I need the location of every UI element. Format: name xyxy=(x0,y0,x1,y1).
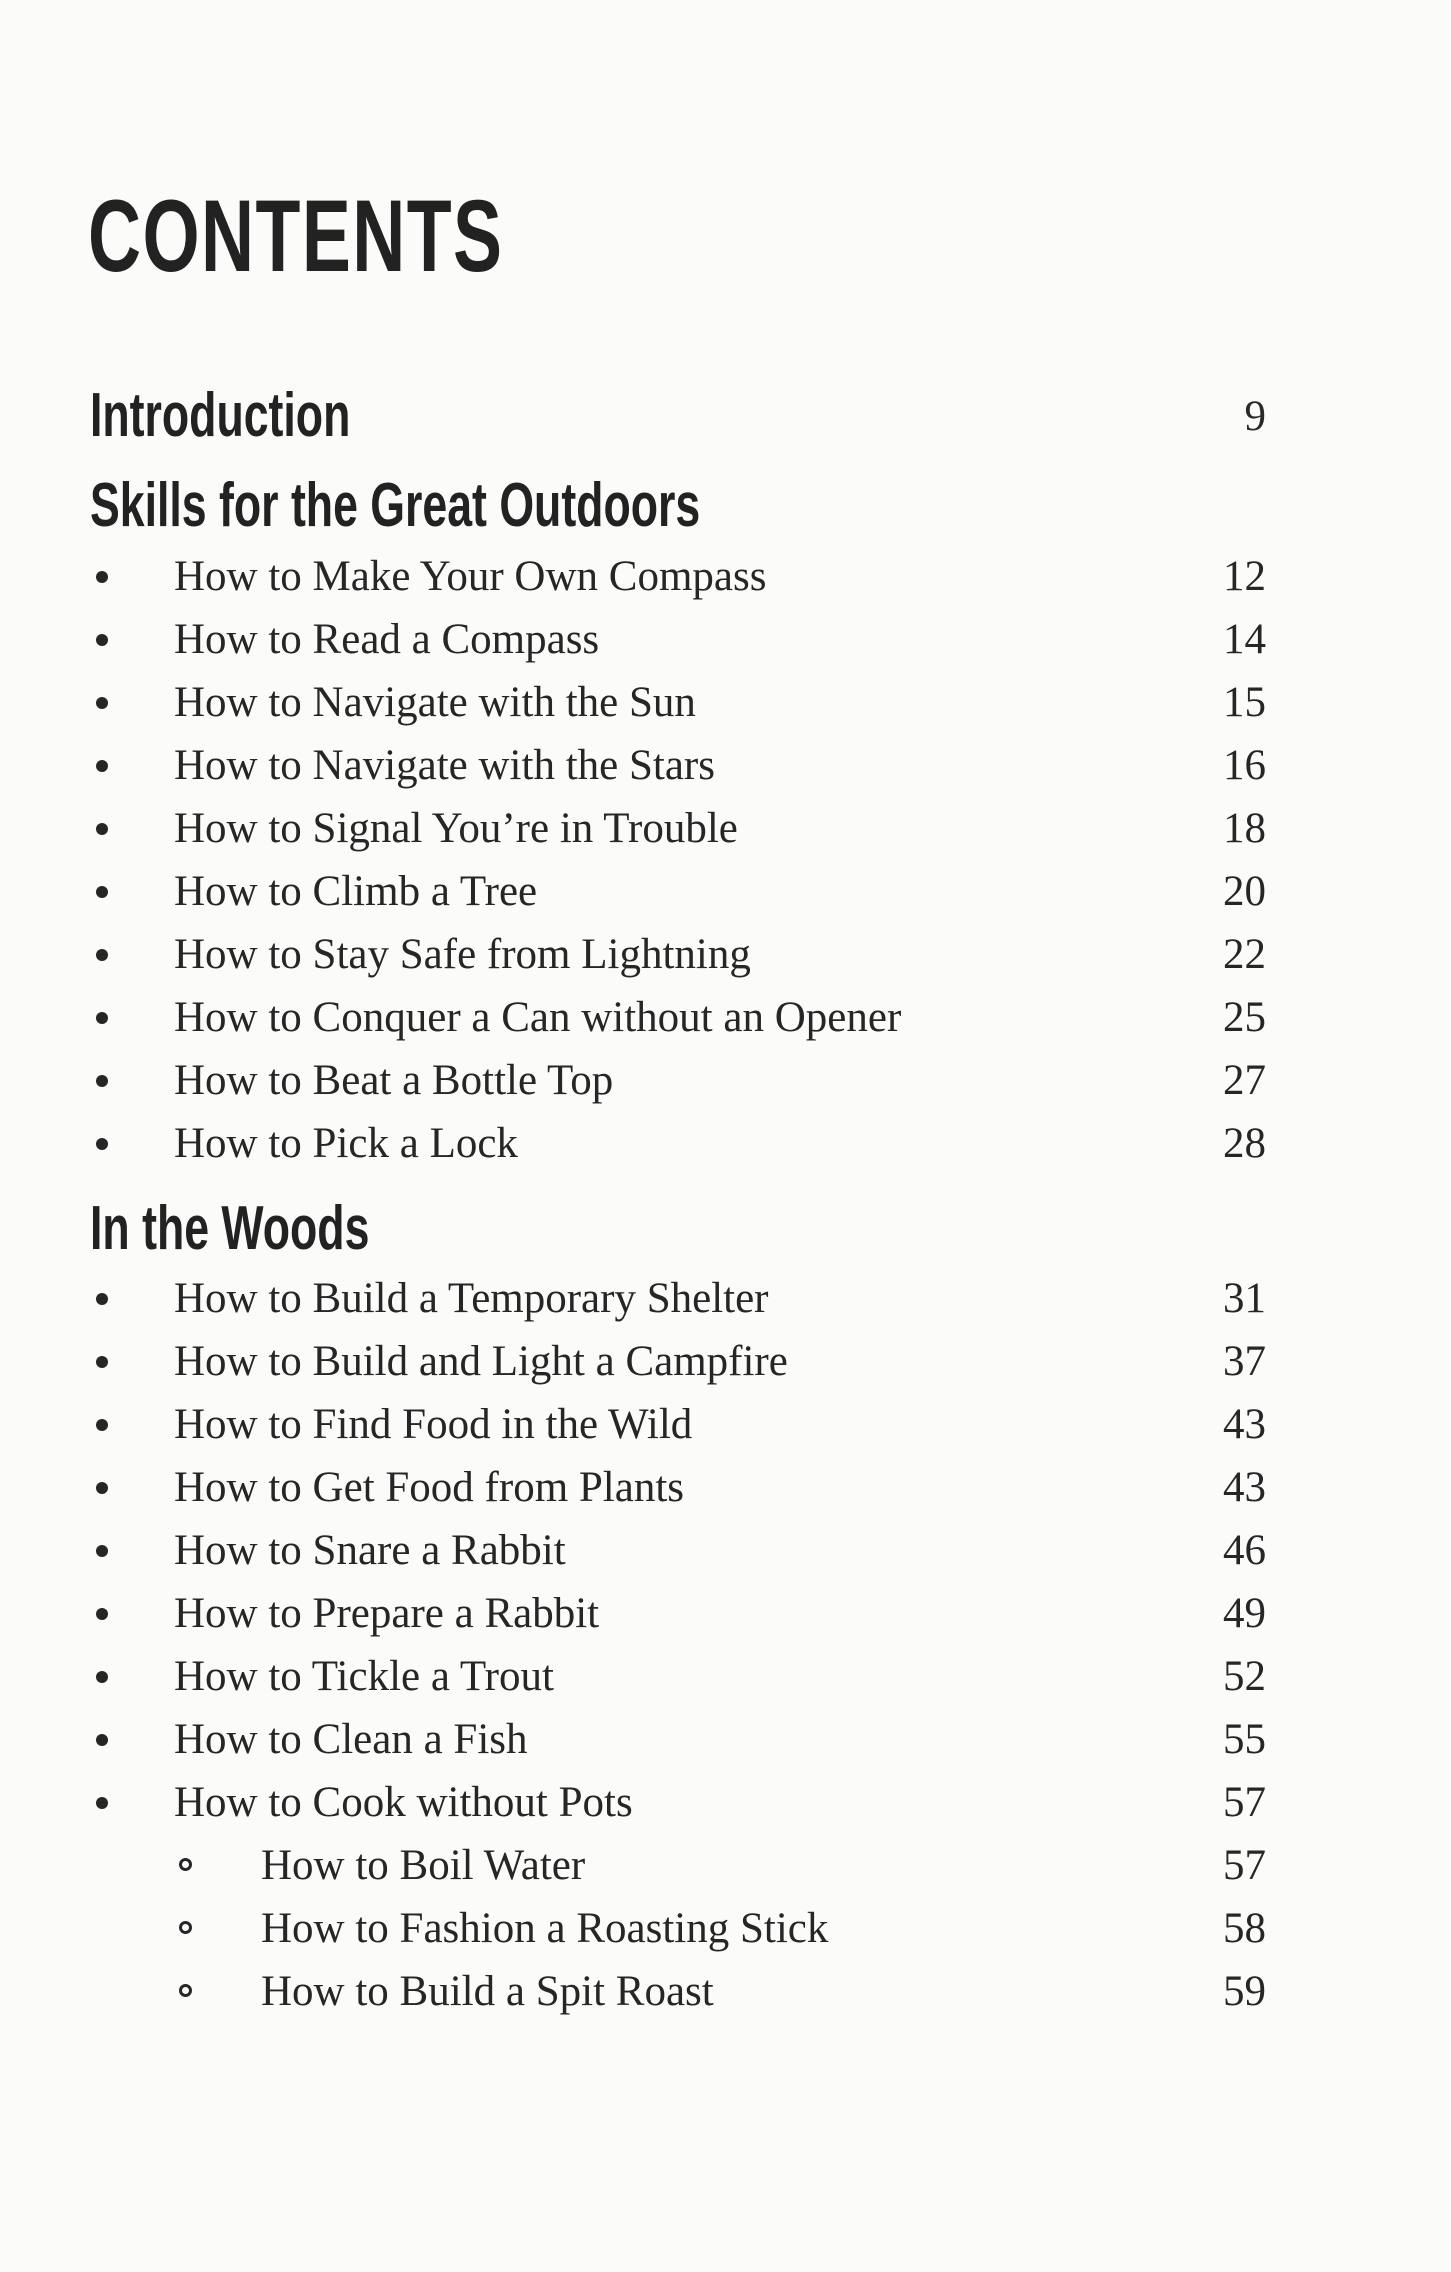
bullet-icon xyxy=(96,823,108,835)
bullet-icon xyxy=(96,949,108,961)
bullet-icon xyxy=(96,1545,108,1557)
bullet-icon xyxy=(96,634,108,646)
section-page-number-introduction: 9 xyxy=(1244,393,1266,440)
toc-entry-page-number: 59 xyxy=(1223,1968,1266,2015)
toc-entry-title: How to Fashion a Roasting Stick xyxy=(261,1905,829,1952)
bullet-icon xyxy=(96,1734,108,1746)
toc-entry-page-number: 37 xyxy=(1223,1338,1266,1385)
bullet-icon xyxy=(96,1671,108,1683)
toc-entry xyxy=(0,1056,1451,1119)
toc-entry xyxy=(0,1652,1451,1715)
toc-entry-page-number: 16 xyxy=(1223,742,1266,789)
bullet-icon xyxy=(96,886,108,898)
toc-entry xyxy=(0,1463,1451,1526)
toc-entry-page-number: 57 xyxy=(1223,1842,1266,1889)
toc-entry-page-number: 18 xyxy=(1223,805,1266,852)
toc-entry-title: How to Navigate with the Stars xyxy=(174,742,715,789)
toc-entry-title: How to Stay Safe from Lightning xyxy=(174,931,751,978)
toc-sub-entry xyxy=(0,1967,1451,2030)
toc-entry-page-number: 55 xyxy=(1223,1716,1266,1763)
toc-entry-title: How to Snare a Rabbit xyxy=(174,1527,566,1574)
toc-entry xyxy=(0,1119,1451,1182)
toc-list-woods xyxy=(0,1274,1451,2030)
toc-entry-title: How to Climb a Tree xyxy=(174,868,538,915)
toc-list-skills xyxy=(0,552,1451,1182)
toc-sub-entry xyxy=(0,1904,1451,1967)
section-heading-skills: Skills for the Great Outdoors xyxy=(90,471,701,540)
toc-entry-page-number: 31 xyxy=(1223,1275,1266,1322)
bullet-icon xyxy=(96,1608,108,1620)
toc-entry-page-number: 15 xyxy=(1223,679,1266,726)
page-title: CONTENTS xyxy=(88,179,504,293)
toc-entry xyxy=(0,1589,1451,1652)
bullet-icon xyxy=(96,1797,108,1809)
hollow-bullet-icon xyxy=(179,1921,192,1934)
toc-entry-title: How to Cook without Pots xyxy=(174,1779,633,1826)
bullet-icon xyxy=(96,1419,108,1431)
bullet-icon xyxy=(96,571,108,583)
toc-entry-title: How to Tickle a Trout xyxy=(174,1653,554,1700)
toc-entry-page-number: 12 xyxy=(1223,553,1266,600)
toc-entry-page-number: 49 xyxy=(1223,1590,1266,1637)
toc-entry-title: How to Find Food in the Wild xyxy=(174,1401,693,1448)
toc-entry-page-number: 14 xyxy=(1223,616,1266,663)
bullet-icon xyxy=(96,1138,108,1150)
toc-entry xyxy=(0,993,1451,1056)
toc-entry-page-number: 43 xyxy=(1223,1401,1266,1448)
toc-entry-title: How to Prepare a Rabbit xyxy=(174,1590,600,1637)
toc-entry xyxy=(0,930,1451,993)
toc-entry-page-number: 27 xyxy=(1223,1057,1266,1104)
toc-entry-page-number: 58 xyxy=(1223,1905,1266,1952)
toc-entry xyxy=(0,615,1451,678)
toc-entry-title: How to Conquer a Can without an Opener xyxy=(174,994,902,1041)
toc-entry-title: How to Build a Temporary Shelter xyxy=(174,1275,769,1322)
toc-entry-title: How to Get Food from Plants xyxy=(174,1464,685,1511)
bullet-icon xyxy=(96,697,108,709)
toc-entry xyxy=(0,1715,1451,1778)
toc-entry-page-number: 20 xyxy=(1223,868,1266,915)
toc-entry-page-number: 52 xyxy=(1223,1653,1266,1700)
toc-entry-title: How to Signal You’re in Trouble xyxy=(174,805,738,852)
toc-entry-title: How to Navigate with the Sun xyxy=(174,679,696,726)
toc-entry xyxy=(0,678,1451,741)
bullet-icon xyxy=(96,1356,108,1368)
toc-entry xyxy=(0,1526,1451,1589)
toc-entry-page-number: 43 xyxy=(1223,1464,1266,1511)
toc-entry-title: How to Clean a Fish xyxy=(174,1716,528,1763)
toc-entry-title: How to Build and Light a Campfire xyxy=(174,1338,788,1385)
toc-entry xyxy=(0,1400,1451,1463)
bullet-icon xyxy=(96,1482,108,1494)
toc-entry-title: How to Build a Spit Roast xyxy=(261,1968,714,2015)
toc-entry xyxy=(0,552,1451,615)
toc-entry-title: How to Boil Water xyxy=(261,1842,586,1889)
section-heading-woods: In the Woods xyxy=(90,1194,370,1263)
toc-entry xyxy=(0,741,1451,804)
toc-entry xyxy=(0,804,1451,867)
toc-entry-title: How to Read a Compass xyxy=(174,616,600,663)
toc-entry xyxy=(0,867,1451,930)
hollow-bullet-icon xyxy=(179,1858,192,1871)
bullet-icon xyxy=(96,1012,108,1024)
toc-entry xyxy=(0,1778,1451,1841)
bullet-icon xyxy=(96,1293,108,1305)
toc-entry-page-number: 22 xyxy=(1223,931,1266,978)
toc-entry xyxy=(0,1274,1451,1337)
section-heading-introduction: Introduction xyxy=(90,381,351,450)
toc-entry-page-number: 25 xyxy=(1223,994,1266,1041)
toc-entry-title: How to Beat a Bottle Top xyxy=(174,1057,614,1104)
toc-entry-page-number: 28 xyxy=(1223,1120,1266,1167)
bullet-icon xyxy=(96,760,108,772)
hollow-bullet-icon xyxy=(179,1984,192,1997)
toc-entry-page-number: 46 xyxy=(1223,1527,1266,1574)
toc-entry-title: How to Pick a Lock xyxy=(174,1120,518,1167)
toc-entry-page-number: 57 xyxy=(1223,1779,1266,1826)
toc-entry-title: How to Make Your Own Compass xyxy=(174,553,767,600)
toc-sub-entry xyxy=(0,1841,1451,1904)
toc-entry xyxy=(0,1337,1451,1400)
bullet-icon xyxy=(96,1075,108,1087)
